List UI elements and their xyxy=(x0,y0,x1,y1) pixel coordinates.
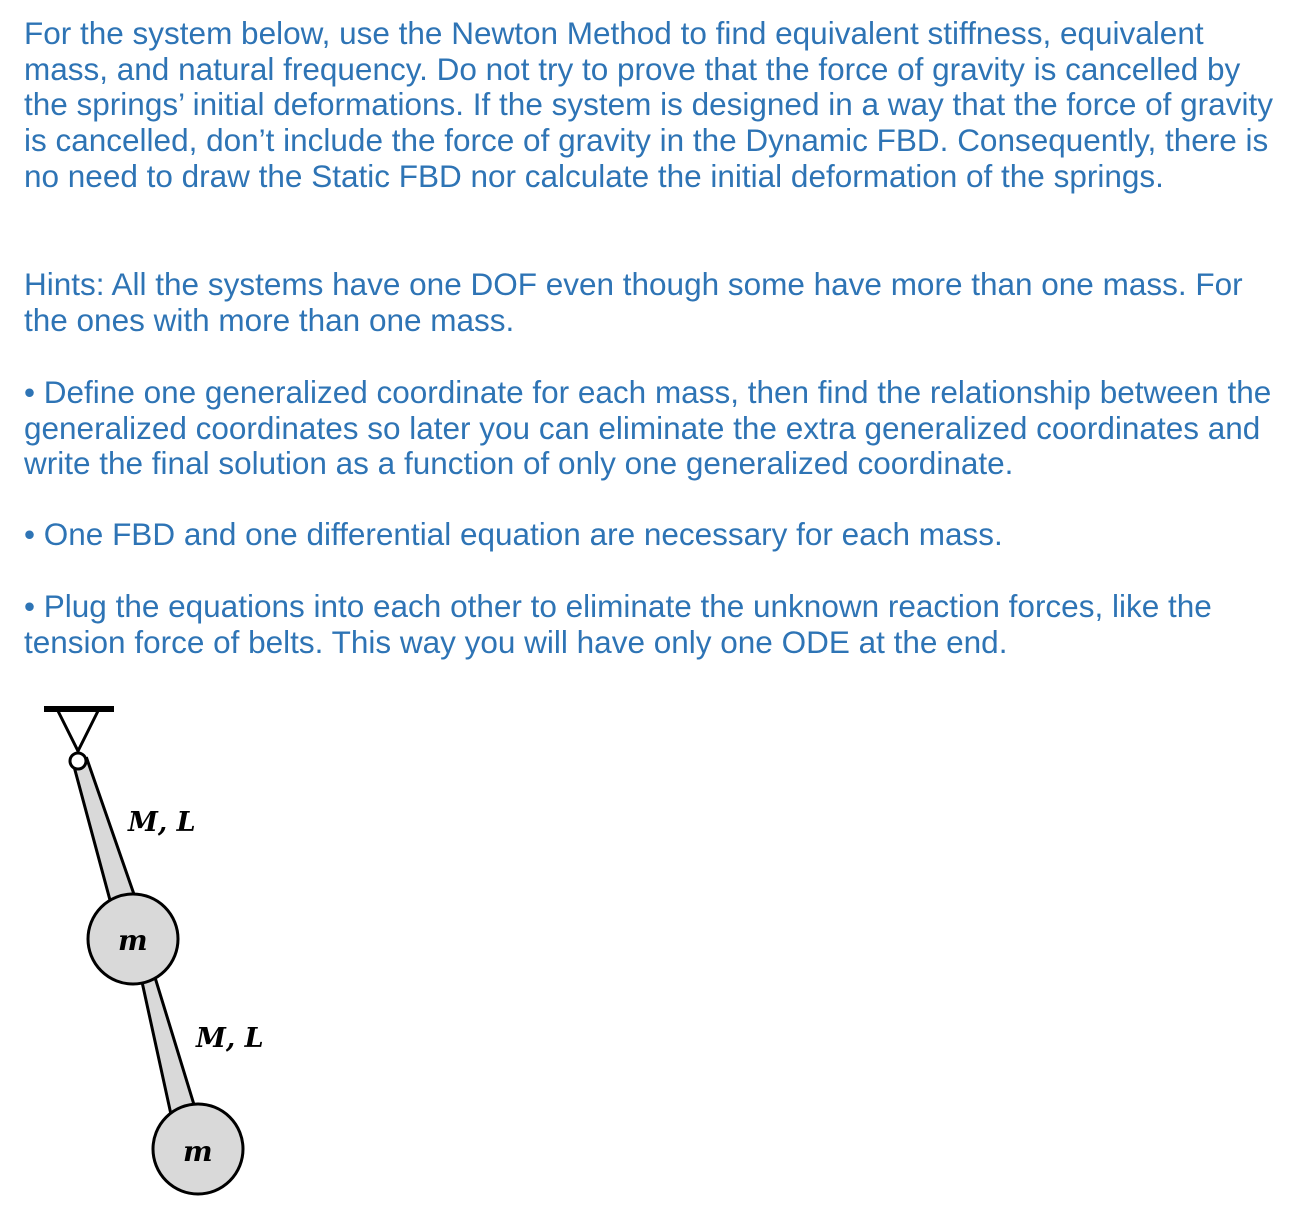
pivot-bracket xyxy=(57,709,99,751)
hint-bullet-eliminate: • Plug the equations into each other to eliminate the unknown reaction forces, like the tension force of belts. This way you will have only one ODE at the end. xyxy=(24,588,1212,660)
pivot-pin xyxy=(70,753,86,769)
hints-paragraph: Hints: All the systems have one DOF even though some have more than one mass. For the ones with more than one mass. xyxy=(24,266,1243,338)
double-pendulum-figure xyxy=(30,695,300,1205)
hint-bullet-coordinates: • Define one generalized coordinate for each mass, then find the relationship between the generalized coordinates so later you can eliminate the extra generalized coordinates and write the final solution as a function of only one generalized coordinate. xyxy=(24,374,1272,482)
mass-upper-label: m xyxy=(118,924,148,957)
upper-rod xyxy=(73,759,135,905)
upper-rod-label: M, L xyxy=(128,807,196,838)
intro-paragraph: For the system below, use the Newton Method to find equivalent stiffness, equivalent mass, and natural frequency. Do not try to prove that the force of gravity is cancelled by the springs’ initial deformations. If the system is designed in a way that the force of gravity is cancelled, don’t include the force of gravity in the Dynamic FBD. Consequently, there is no need to draw the Static FBD nor calculate the initial deformation of the springs. xyxy=(24,15,1273,194)
mass-lower-label: m xyxy=(183,1135,213,1168)
lower-rod-label: M, L xyxy=(196,1023,264,1054)
hint-bullet-fbd: • One FBD and one differential equation are necessary for each mass. xyxy=(24,516,1003,552)
lower-rod xyxy=(142,975,196,1115)
